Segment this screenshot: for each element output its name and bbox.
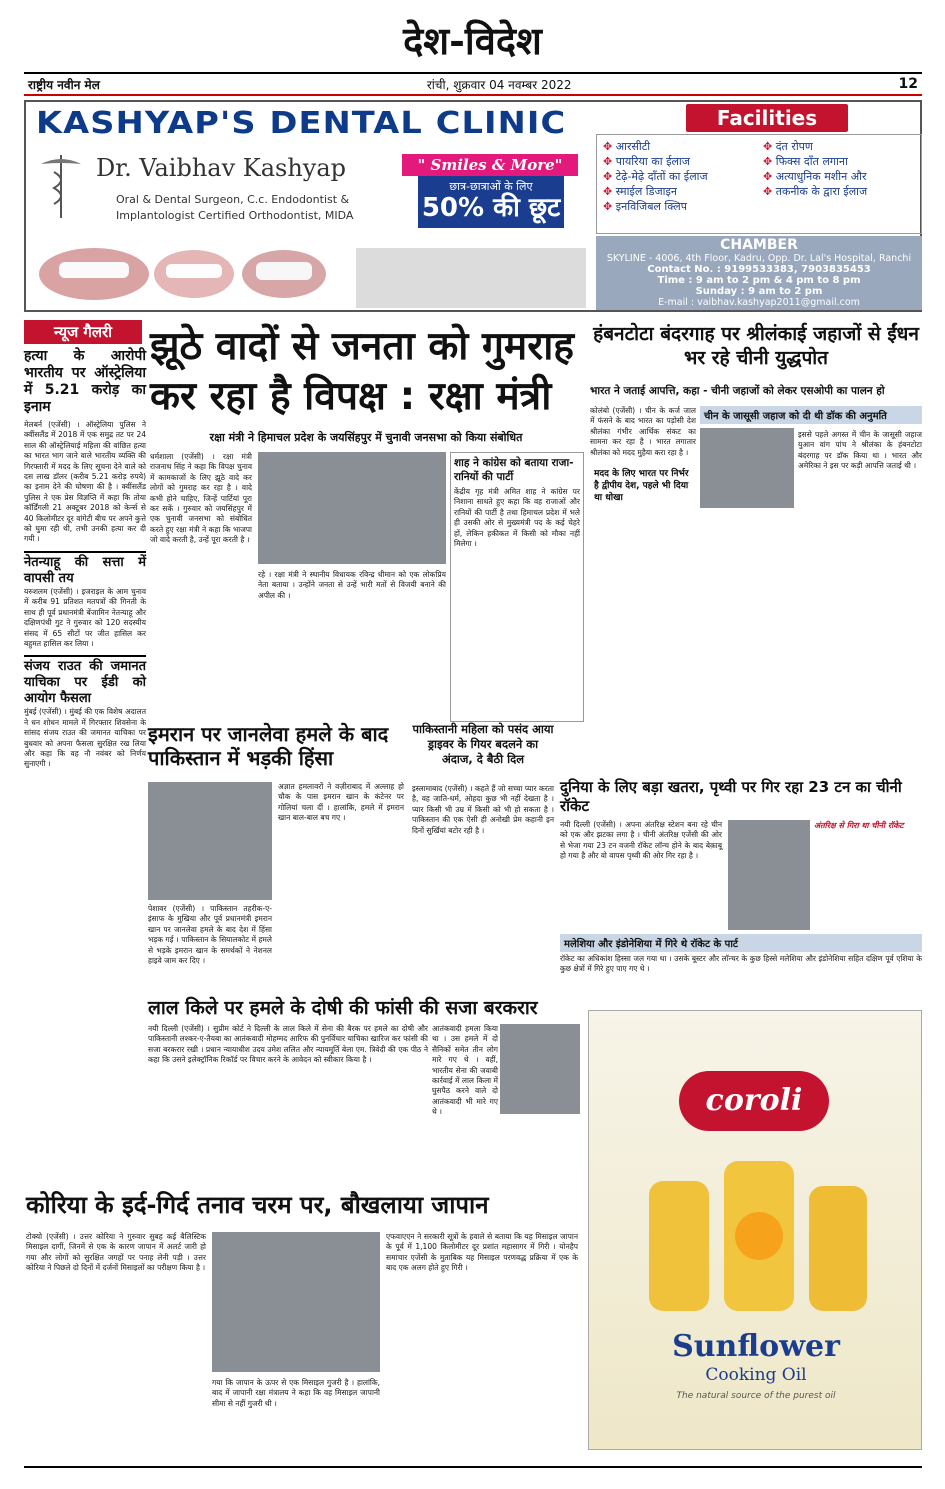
product-name: Sunflower (672, 1329, 840, 1364)
ad-title: KASHYAP'S DENTAL CLINIC (36, 106, 567, 141)
oil-bottles-image (629, 1151, 883, 1321)
arif-photo (500, 1024, 580, 1114)
offer-percent: 50% की छूट (421, 193, 561, 223)
korea-headline: कोरिया के इर्द-गिर्द तनाव चरम पर, बौखलाया जापान (26, 1191, 489, 1219)
main-subheadline: रक्षा मंत्री ने हिमाचल प्रदेश के जयसिंहपुर में चुनावी जनसभा को किया संबोधित (209, 431, 523, 444)
bottom-rule (24, 1466, 922, 1468)
korea-story-2: गया कि जापान के ऊपर से एक मिसाइल गुजरी है । हालांकि, बाद में जापानी रक्षा मंत्रालय ने कहा कि वह मिसाइल जापानी सीमा से नहीं गुजरी थी । (212, 1378, 380, 1408)
main-story-col-2: रहे । रक्षा मंत्री ने स्थानीय विधायक रविन्द्र धीमान को एक लोकप्रिय नेता बताया । उन्होंने जनता से उन्हें भारी मतों से विजयी बनाने की अपील की । (258, 570, 446, 600)
coroli-logo: coroli (679, 1071, 829, 1131)
korea-story-1: टोक्यो (एजेंसी) । उत्तर कोरिया ने गुरुवार सुबह कई बैलिस्टिक मिसाइल दागीं, जिनमें से एक के कारण जापान में अलर्ट जारी हो गया और लोगों को सुरक्षित जगहों पर पनाह लेनी पड़ी । उत्तर कोरिया ने पिछले दो दिनों में दर्जनों मिसाइलों का परीक्षण किया है । (26, 1232, 206, 1273)
imran-story-2: अज्ञात हमलावरों ने वज़ीराबाद में अल्लाह हो चौक के पास इमरान खान के कंटेनर पर गोलियां चला दीं । हालांकि, हमले में इमरान खान बाल-बाल बच गए । (278, 782, 404, 823)
facility-item: ✥ स्माईल डिजाइन (603, 184, 763, 199)
main-story-col-1: धर्मशाला (एजेंसी) । रक्षा मंत्री राजनाथ सिंह ने कहा कि विपक्ष चुनाव में कामकाजों के लिए झूठे वादे कर लोगों को गुमराह कर रहा है । वादे कभी होने चाहिए, जिन्हें पार्टियां पूरा कर सकें । गुरुवार को जयसिंहपुर में एक चुनावी जनसभा को संबोधित करते हुए रक्षा मंत्री ने कहा कि भाजपा जो वादे करती है, उन्हें पूरा करती है । (150, 452, 252, 545)
shah-box-text: केंद्रीय गृह मंत्री अमित शाह ने कांग्रेस पर निशाना साधते हुए कहा कि वह राजाओं और रानियों की पार्टी है तथा हिमाचल प्रदेश में भले ही उसकी ओर से मुख्यमंत्री पद के कई चेहरे हों, लेकिन हकीकत में किसी को मौका नहीं मिलेगा । (454, 487, 580, 549)
imran-photo (148, 782, 272, 900)
credentials-line-1: Oral & Dental Surgeon, C.c. Endodontist & (116, 193, 350, 206)
imran-headline: इमरान पर जानलेवा हमले के बाद पाकिस्तान में भड़की हिंसा (148, 722, 389, 770)
hambantota-headline: हंबनटोटा बंदरगाह पर श्रीलंकाई जहाजों से ईंधन भर रहे चीनी युद्धपोत (593, 323, 919, 369)
left-headline-1: हत्या के आरोपी भारतीय पर ऑस्ट्रेलिया में 5.21 करोड़ का इनाम (24, 348, 146, 415)
hambantota-subheadline: भारत ने जताई आपत्ति, कहा - चीनी जहाजों को लेकर एसओपी का पालन हो (590, 385, 885, 397)
hambantota-story-2: इससे पहले अगस्त में चीन के जासूसी जहाज युआन वांग पांच ने श्रीलंका के हंबनटोटा बंदरगाह पर डॉक किया था । भारत और अमेरिका ने इस पर कड़ी आपत्ति जताई थी । (798, 430, 922, 471)
teeth-images (34, 234, 334, 304)
rocket-story-2: रॉकेट का अधिकांश हिस्सा जल गया था । उसके बूस्टर और लॉन्चर के कुछ हिस्से मलेशिया और इंडोनेशिया सहित दक्षिण पूर्व एशिया के कुछ क्षेत्रों में गिरे हुए पाए गए थे । (560, 954, 922, 974)
chamber-email: E-mail : vaibhav.kashyap2011@gmail.com (658, 297, 860, 308)
caduceus-icon (36, 150, 86, 220)
facility-item: ✥ पायरिया का ईलाज (603, 154, 763, 169)
masthead (24, 72, 922, 96)
chamber-title: CHAMBER (720, 237, 798, 253)
chamber-contact: Contact No. : 9199533383, 7903835453 (647, 264, 871, 275)
facility-item: ✥ अत्याधुनिक मशीन और (763, 169, 923, 184)
dateline: रांची, शुक्रवार 04 नवम्बर 2022 (426, 77, 572, 92)
rajnath-photo (258, 452, 446, 564)
smiles-banner: " Smiles & More" (402, 154, 578, 176)
shah-box (450, 452, 584, 722)
facility-item: ✥ इनविजिबल क्लिप (603, 199, 763, 214)
dental-clinic-ad (24, 100, 922, 312)
hambantota-story-1: कोलंबो (एजेंसी) । चीन के कर्ज जाल में फंसने के बाद भारत का पड़ोसी देश श्रीलंका गंभीर आर्थिक संकट का सामना कर रहा है । भारत लगातार श्रीलंका को मदद मुहैया करा रहा है । (590, 406, 696, 457)
page-number: 12 (898, 76, 918, 92)
facilities-title: Facilities (686, 104, 848, 132)
section-title: देश-विदेश (403, 18, 542, 63)
left-column (24, 348, 146, 770)
coroli-ad (588, 1010, 922, 1450)
pak-woman-headline: पाकिस्तानी महिला को पसंद आया ड्राइवर के गियर बदलने का अंदाज, दे बैठी दिल (412, 722, 554, 766)
rocket-bar: मलेशिया और इंडोनेशिया में गिरे थे रॉकेट के पार्ट (560, 934, 922, 952)
left-headline-2: नेतन्याहू की सत्ता में वापसी तय (24, 551, 146, 587)
rocket-photo (728, 820, 810, 930)
facilities-list (596, 134, 922, 234)
offer-box (418, 176, 564, 228)
chamber-address: SKYLINE - 4006, 4th Floor, Kadru, Opp. Dr. Lal's Hospital, Ranchi (606, 253, 912, 264)
news-gallery-label: न्यूज गैलरी (24, 320, 142, 344)
credentials-line-2: Implantologist Certified Orthodontist, MIDA (116, 209, 354, 222)
shah-box-headline: शाह ने कांग्रेस को बताया राजा-रानियों की पार्टी (454, 457, 574, 483)
hambantota-bar: चीन के जासूसी जहाज को दी थी डॉक की अनुमति (700, 406, 922, 424)
korea-photo (212, 1232, 380, 1372)
korea-story-3: एफवाएएन ने सरकारी सूत्रों के हवाले से बताया कि यह मिसाइल जापान के पूर्व में 1,100 किलोमीटर दूर प्रशांत महासागर में गिरी । योनहैप समाचार एजेंसी के मुताबिक यह मिसाइल परणवद्ध प्रक्रिया में एक के बाद एक अलग होते हुए गिरी । (386, 1232, 578, 1273)
left-headline-3: संजय राउत की जमानत याचिका पर ईडी को आयोग फैसला (24, 655, 146, 707)
left-story-2: यरुशलम (एजेंसी) । इजराइल के आम चुनाव में करीब 91 प्रतिशत मतपत्रों की गिनती के साथ ही पूर्व प्रधानमंत्री बेंजामिन नेतन्याहू और दक्षिणपंथी गुट ने गुरुवार को 120 सदस्यीय संसद में 65 सीटों पर जीत हासिल कर बहुमत हासिल कर लिया । (24, 586, 146, 648)
pak-woman-story: इस्लामाबाद (एजेंसी) । कहते हैं जो सच्चा प्यार करता है, वह जाति-धर्म, ओहदा कुछ भी नहीं देखता है । प्यार किसी भी उम्र में किसी को भी हो सकता है । पाकिस्तान की एक ऐसी ही अनोखी प्रेम कहानी इन दिनों सुर्खियां बटोर रही है । (412, 784, 554, 835)
doctor-credentials (116, 192, 416, 224)
lal-qila-story-1: नयी दिल्ली (एजेंसी) । सुप्रीम कोर्ट ने दिल्ली के लाल किले में सेना की बैरक पर हमले का दोषी और पाकिस्तानी लश्कर-ए-तैयबा का आतंकवादी मोहम्मद आरिफ की पुनर्विचार याचिका खारिज कर फांसी की सजा बरकरार रखी । प्रधान न्यायाधीश उदय उमेश ललित और न्यायमूर्ति बेला एम. त्रिवेदी की एक पीठ ने कहा कि उसने इलेक्ट्रॉनिक रिकॉर्ड पर विचार करने के आवेदन को स्वीकार किया है । (148, 1024, 428, 1065)
facility-item: ✥ फिक्स दाँत लगाना (763, 154, 923, 169)
imran-story-1: पेशावर (एजेंसी) । पाकिस्तान तहरीक-ए-इंसाफ के मुखिया और पूर्व प्रधानमंत्री इमरान खान पर जानलेवा हमले के बाद देश में हिंसा भड़क गई । पाकिस्तान के सियालकोट में हमले से भड़के इमरान खान के समर्थकों ने नेशनल हाइवे जाम कर दिए । (148, 904, 272, 966)
main-headline: झूठे वादों से जनता को गुमराह कर रहा है विपक्ष : रक्षा मंत्री (150, 324, 574, 419)
chamber-sunday: Sunday : 9 am to 2 pm (695, 286, 823, 297)
facility-item: ✥ तकनीक के द्वारा ईलाज (763, 184, 923, 199)
chamber-box (596, 236, 922, 310)
rocket-caption: अंतरिक्ष से गिरा था चीनी रॉकेट (814, 821, 904, 830)
chamber-time: Time : 9 am to 2 pm & 4 pm to 8 pm (657, 275, 861, 286)
clinic-photo (356, 248, 586, 308)
left-story-3: मुंबई (एजेंसी) । मुंबई की एक विशेष अदालत ने धन शोधन मामले में गिरफ्तार शिवसेना के सांसद संजय राउत की जमानत याचिका पर बुधवार को अपना फैसला सुरक्षित रख लिया और कहा कि वह नौ नवंबर को निर्णय सुनाएगी । (24, 707, 146, 769)
hambantota-quote: मदद के लिए भारत पर निर्भर है द्वीपीय देश, पहले भी दिया था धोखा (594, 469, 689, 503)
facility-item: ✥ टेढ़े-मेढ़े दाँतों का ईलाज (603, 169, 763, 184)
lal-qila-story-2: आतंकवादी हमला किया था । उस हमले में दो सैनिकों समेत तीन लोग मारे गए थे । वहीं, भारतीय सेना की जवाबी कार्रवाई में लाल किला में घुसपैठ करने वाले दो आतंकवादी भी मारे गए थे । (432, 1024, 498, 1117)
lal-qila-headline: लाल किले पर हमले के दोषी की फांसी की सजा बरकरार (148, 997, 538, 1019)
facility-item: ✥ आरसीटी (603, 139, 763, 154)
offer-line: छात्र-छात्राओं के लिए (449, 180, 533, 193)
rocket-story-1: नयी दिल्ली (एजेंसी) । अपना अंतरिक्ष स्टेशन बना रहे चीन को एक और झटका लगा है । चीनी अंतरिक्ष एजेंसी की ओर से भेजा गया 23 टन वजनी रॉकेट लॉन्च होने के बाद बेक़ाबू हो गया है और वो वापस पृथ्वी की ओर गिर रहा है । (560, 820, 722, 861)
facility-item: ✥ दंत रोपण (763, 139, 923, 154)
doctor-name: Dr. Vaibhav Kashyap (96, 154, 347, 182)
left-story-1: मेलबर्न (एजेंसी) । ऑस्ट्रेलिया पुलिस ने क्वींसलैंड में 2018 में एक समुद्र तट पर 24 साल की ऑस्ट्रेलियाई महिला की वांछित हत्या का भारत भाग जाने वाले भारतीय व्यक्ति की गिरफ्तारी में मदद के लिए सूचना देने वाले को दस लाख डॉलर (करीब 5.21 करोड़ रुपये) का इनाम देने की घोषणा की है । क्वींसलैंड पुलिस ने एक प्रेस विज्ञप्ति में कहा कि तोया कॉर्डिंगली 21 अक्टूबर 2018 को केर्न्स से 40 किलोमीटर दूर वांगेटी बीच पर अपने कुत्ते को घुमा रही थी, तभी उनकी हत्या कर दी गयी । (24, 420, 146, 544)
ship-photo (700, 428, 794, 508)
rocket-headline: दुनिया के लिए बड़ा खतरा, पृथ्वी पर गिर रहा 23 टन का चीनी रॉकेट (560, 778, 902, 815)
paper-name: राष्ट्रीय नवीन मेल (28, 77, 100, 92)
product-type: Cooking Oil (705, 1365, 807, 1385)
product-tagline: The natural source of the purest oil (676, 1391, 836, 1401)
